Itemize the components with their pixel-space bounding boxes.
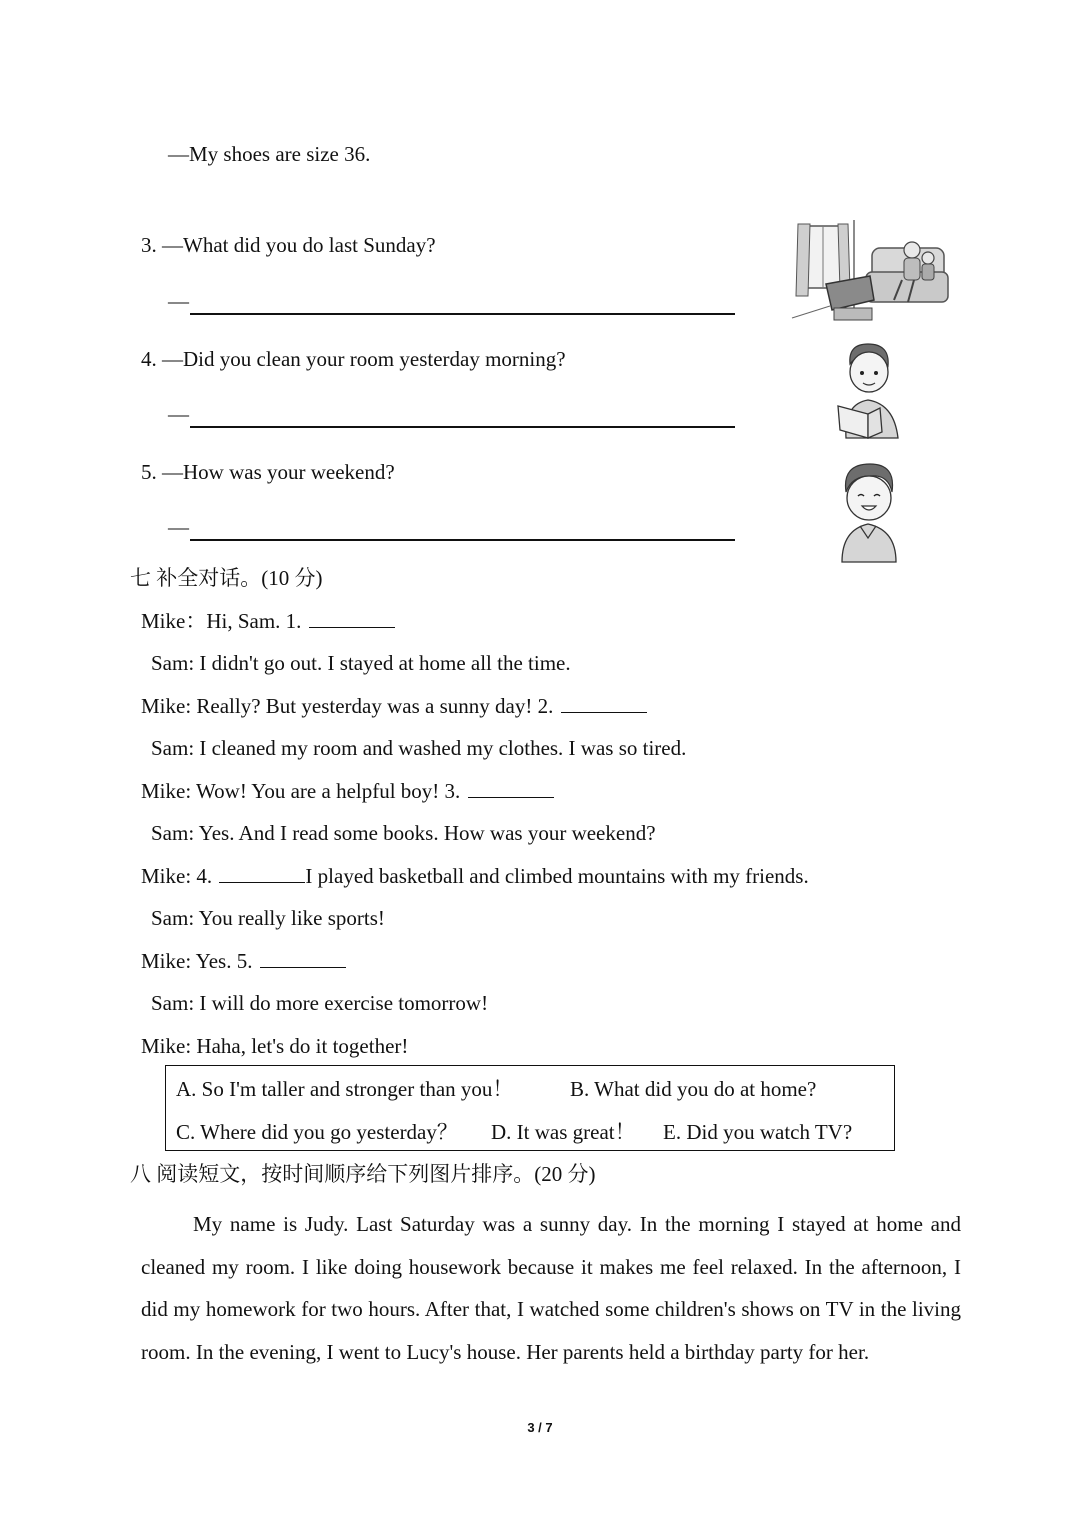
blank-3[interactable] [468,779,554,798]
smiling-boy-picture [832,458,904,564]
dialogue-line-7 [141,863,809,889]
question-5: 5. —How was your weekend? [141,460,395,484]
option-a: A. So I'm taller and stronger than you！ [176,1077,514,1101]
dialogue-text: Mike: Wow! You are a helpful boy! 3. [141,779,466,803]
dialogue-text-after: I played basketball and climbed mountains with my friends. [305,864,809,888]
dialogue-text: Mike: Really? But yesterday was a sunny day! 2. [141,694,559,718]
dialogue-text: Mike: Yes. 5. [141,949,258,973]
dialogue-line-3 [141,693,647,719]
dialogue-line-9 [141,948,346,974]
section-7-heading: 七 补全对话。(10 分) [130,566,323,590]
answer-line-4[interactable] [190,426,735,428]
boy-reading-picture [832,338,904,442]
question-4: 4. —Did you clean your room yesterday morning? [141,347,566,371]
dialogue-line-2: Sam: I didn't go out. I stayed at home all the time. [151,651,571,675]
option-c: C. Where did you go yesterday？ [176,1120,458,1144]
dialogue-line-11: Mike: Haha, let's do it together! [141,1034,409,1058]
reading-passage: My name is Judy. Last Saturday was a sunny day. In the morning I stayed at home and cleaned my room. I like doing housework because it makes me feel relaxed. In the afternoon, I did my homework for two hours. After that, I watched some children's shows on TV in the living room. In the evening, I went to Lucy's house. Her parents held a birthday party for her. [141,1212,961,1364]
dialogue-line-10: Sam: I will do more exercise tomorrow! [151,991,489,1015]
option-b: B. What did you do at home? [570,1077,817,1101]
answer-line-5[interactable] [190,539,735,541]
answer-dash-4: — [168,402,189,426]
dialogue-line-6: Sam: Yes. And I read some books. How was your weekend? [151,821,656,845]
dialogue-line-8: Sam: You really like sports! [151,906,385,930]
dialogue-line-5 [141,778,554,804]
answer-dash-3: — [168,289,189,313]
option-e: E. Did you watch TV? [663,1120,853,1144]
blank-2[interactable] [561,694,647,713]
dialogue-text: Mike：Hi, Sam. 1. [141,609,307,633]
blank-4[interactable] [219,864,305,883]
section-8-heading: 八 阅读短文，按时间顺序给下列图片排序。(20 分) [130,1162,596,1186]
watching-tv-picture [790,218,950,322]
dialogue-line-1 [141,608,395,634]
blank-5[interactable] [260,949,346,968]
option-d: D. It was great！ [491,1120,636,1144]
blank-1[interactable] [309,609,395,628]
previous-answer: —My shoes are size 36. [168,142,371,166]
question-3: 3. —What did you do last Sunday? [141,233,436,257]
dialogue-line-4: Sam: I cleaned my room and washed my clothes. I was so tired. [151,736,687,760]
dialogue-text: Mike: 4. [141,864,218,888]
page-number: 3 / 7 [527,1420,553,1435]
answer-dash-5: — [168,515,189,539]
answer-line-3[interactable] [190,313,735,315]
